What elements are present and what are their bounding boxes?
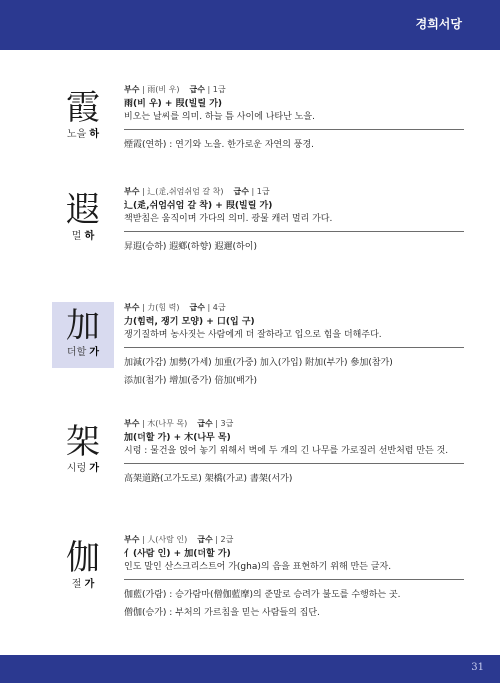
hanja-info <box>124 418 464 488</box>
hanja-character: 伽 <box>66 538 100 578</box>
hanja-character: 遐 <box>66 190 100 230</box>
hanja-description: 쟁기질하며 농사짓는 사람에게 더 잘하라고 입으로 힘을 더해주다. <box>124 329 464 348</box>
hanja-description: 비오는 날씨를 의미. 하늘 틈 사이에 나타난 노을. <box>124 111 464 130</box>
hanja-character: 加 <box>66 306 100 346</box>
word-line: 加減(가감) 加勢(가세) 加重(가중) 加入(가입) 附加(부가) 參加(참가) <box>124 358 393 368</box>
hanja-meaning: 멀 하 <box>71 231 95 242</box>
word-line: 伽藍(가람) : 승가람마(僧伽藍摩)의 준말로 승려가 불도를 수행하는 곳. <box>124 590 401 600</box>
hanja-description: 책받침은 움직이며 가다의 의미. 광물 캐러 멀리 가다. <box>124 213 464 232</box>
hanja-meta: 부수 | 木(나무 목) 급수 | 3급 <box>124 419 234 428</box>
word-line: 添加(첨가) 增加(증가) 倍加(배가) <box>124 376 257 386</box>
hanja-box <box>52 418 114 484</box>
hanja-words <box>124 470 464 488</box>
hanja-info <box>124 302 464 390</box>
hanja-box <box>52 534 114 600</box>
hanja-words <box>124 586 464 622</box>
hanja-info <box>124 534 464 622</box>
hanja-info <box>124 186 464 256</box>
word-line: 僧伽(승가) : 부처의 가르침을 믿는 사람들의 집단. <box>124 608 320 618</box>
hanja-meta: 부수 | 辶(辵,쉬엄쉬엄 갈 착) 급수 | 1급 <box>124 187 270 196</box>
hanja-meta: 부수 | 雨(비 우) 급수 | 1급 <box>124 85 226 94</box>
word-line: 昇遐(승하) 遐鄕(하향) 遐邇(하이) <box>124 242 257 252</box>
hanja-words <box>124 238 464 256</box>
hanja-info <box>124 84 464 154</box>
hanja-box <box>52 84 114 150</box>
hanja-box <box>52 302 114 368</box>
hanja-description: 인도 말인 산스크리스트어 가(gha)의 음을 표현하기 위해 만든 글자. <box>124 561 464 580</box>
hanja-meaning: 시렁 가 <box>66 463 100 474</box>
word-line: 煙霞(연하) : 연기와 노을. 한가로운 자연의 풍경. <box>124 140 315 150</box>
hanja-description: 시렁 : 물건을 얹어 놓기 위해서 벽에 두 개의 긴 나무를 가로질러 선반처럼 만든 것. <box>124 445 464 464</box>
hanja-box <box>52 186 114 252</box>
hanja-words <box>124 354 464 390</box>
hanja-meaning: 노을 하 <box>66 129 100 140</box>
hanja-meaning: 절 가 <box>71 579 95 590</box>
word-line: 高架道路(고가도로) 架橋(가교) 書架(서가) <box>124 474 293 484</box>
page-number: 31 <box>471 662 484 673</box>
hanja-formula: 雨(비 우) + 叚(빌릴 가) <box>124 99 222 109</box>
hanja-character: 架 <box>66 422 100 462</box>
hanja-words <box>124 136 464 154</box>
hanja-meta: 부수 | 力(힘 력) 급수 | 4급 <box>124 303 226 312</box>
footer-bar <box>0 655 500 683</box>
hanja-formula: 加(더할 가) + 木(나무 목) <box>124 433 231 443</box>
header-bar <box>0 0 500 50</box>
hanja-formula: 亻(사람 인) + 加(더할 가) <box>124 549 231 559</box>
hanja-formula: 辶(辵,쉬엄쉬엄 갈 착) + 叚(빌릴 가) <box>124 201 273 211</box>
hanja-meta: 부수 | 人(사람 인) 급수 | 2급 <box>124 535 234 544</box>
hanja-meaning: 더할 가 <box>66 347 100 358</box>
hanja-character: 霞 <box>66 88 100 128</box>
hanja-formula: 力(힘력, 쟁기 모양) + 口(입 구) <box>124 317 255 327</box>
header-title: 경희서당 <box>415 17 462 31</box>
